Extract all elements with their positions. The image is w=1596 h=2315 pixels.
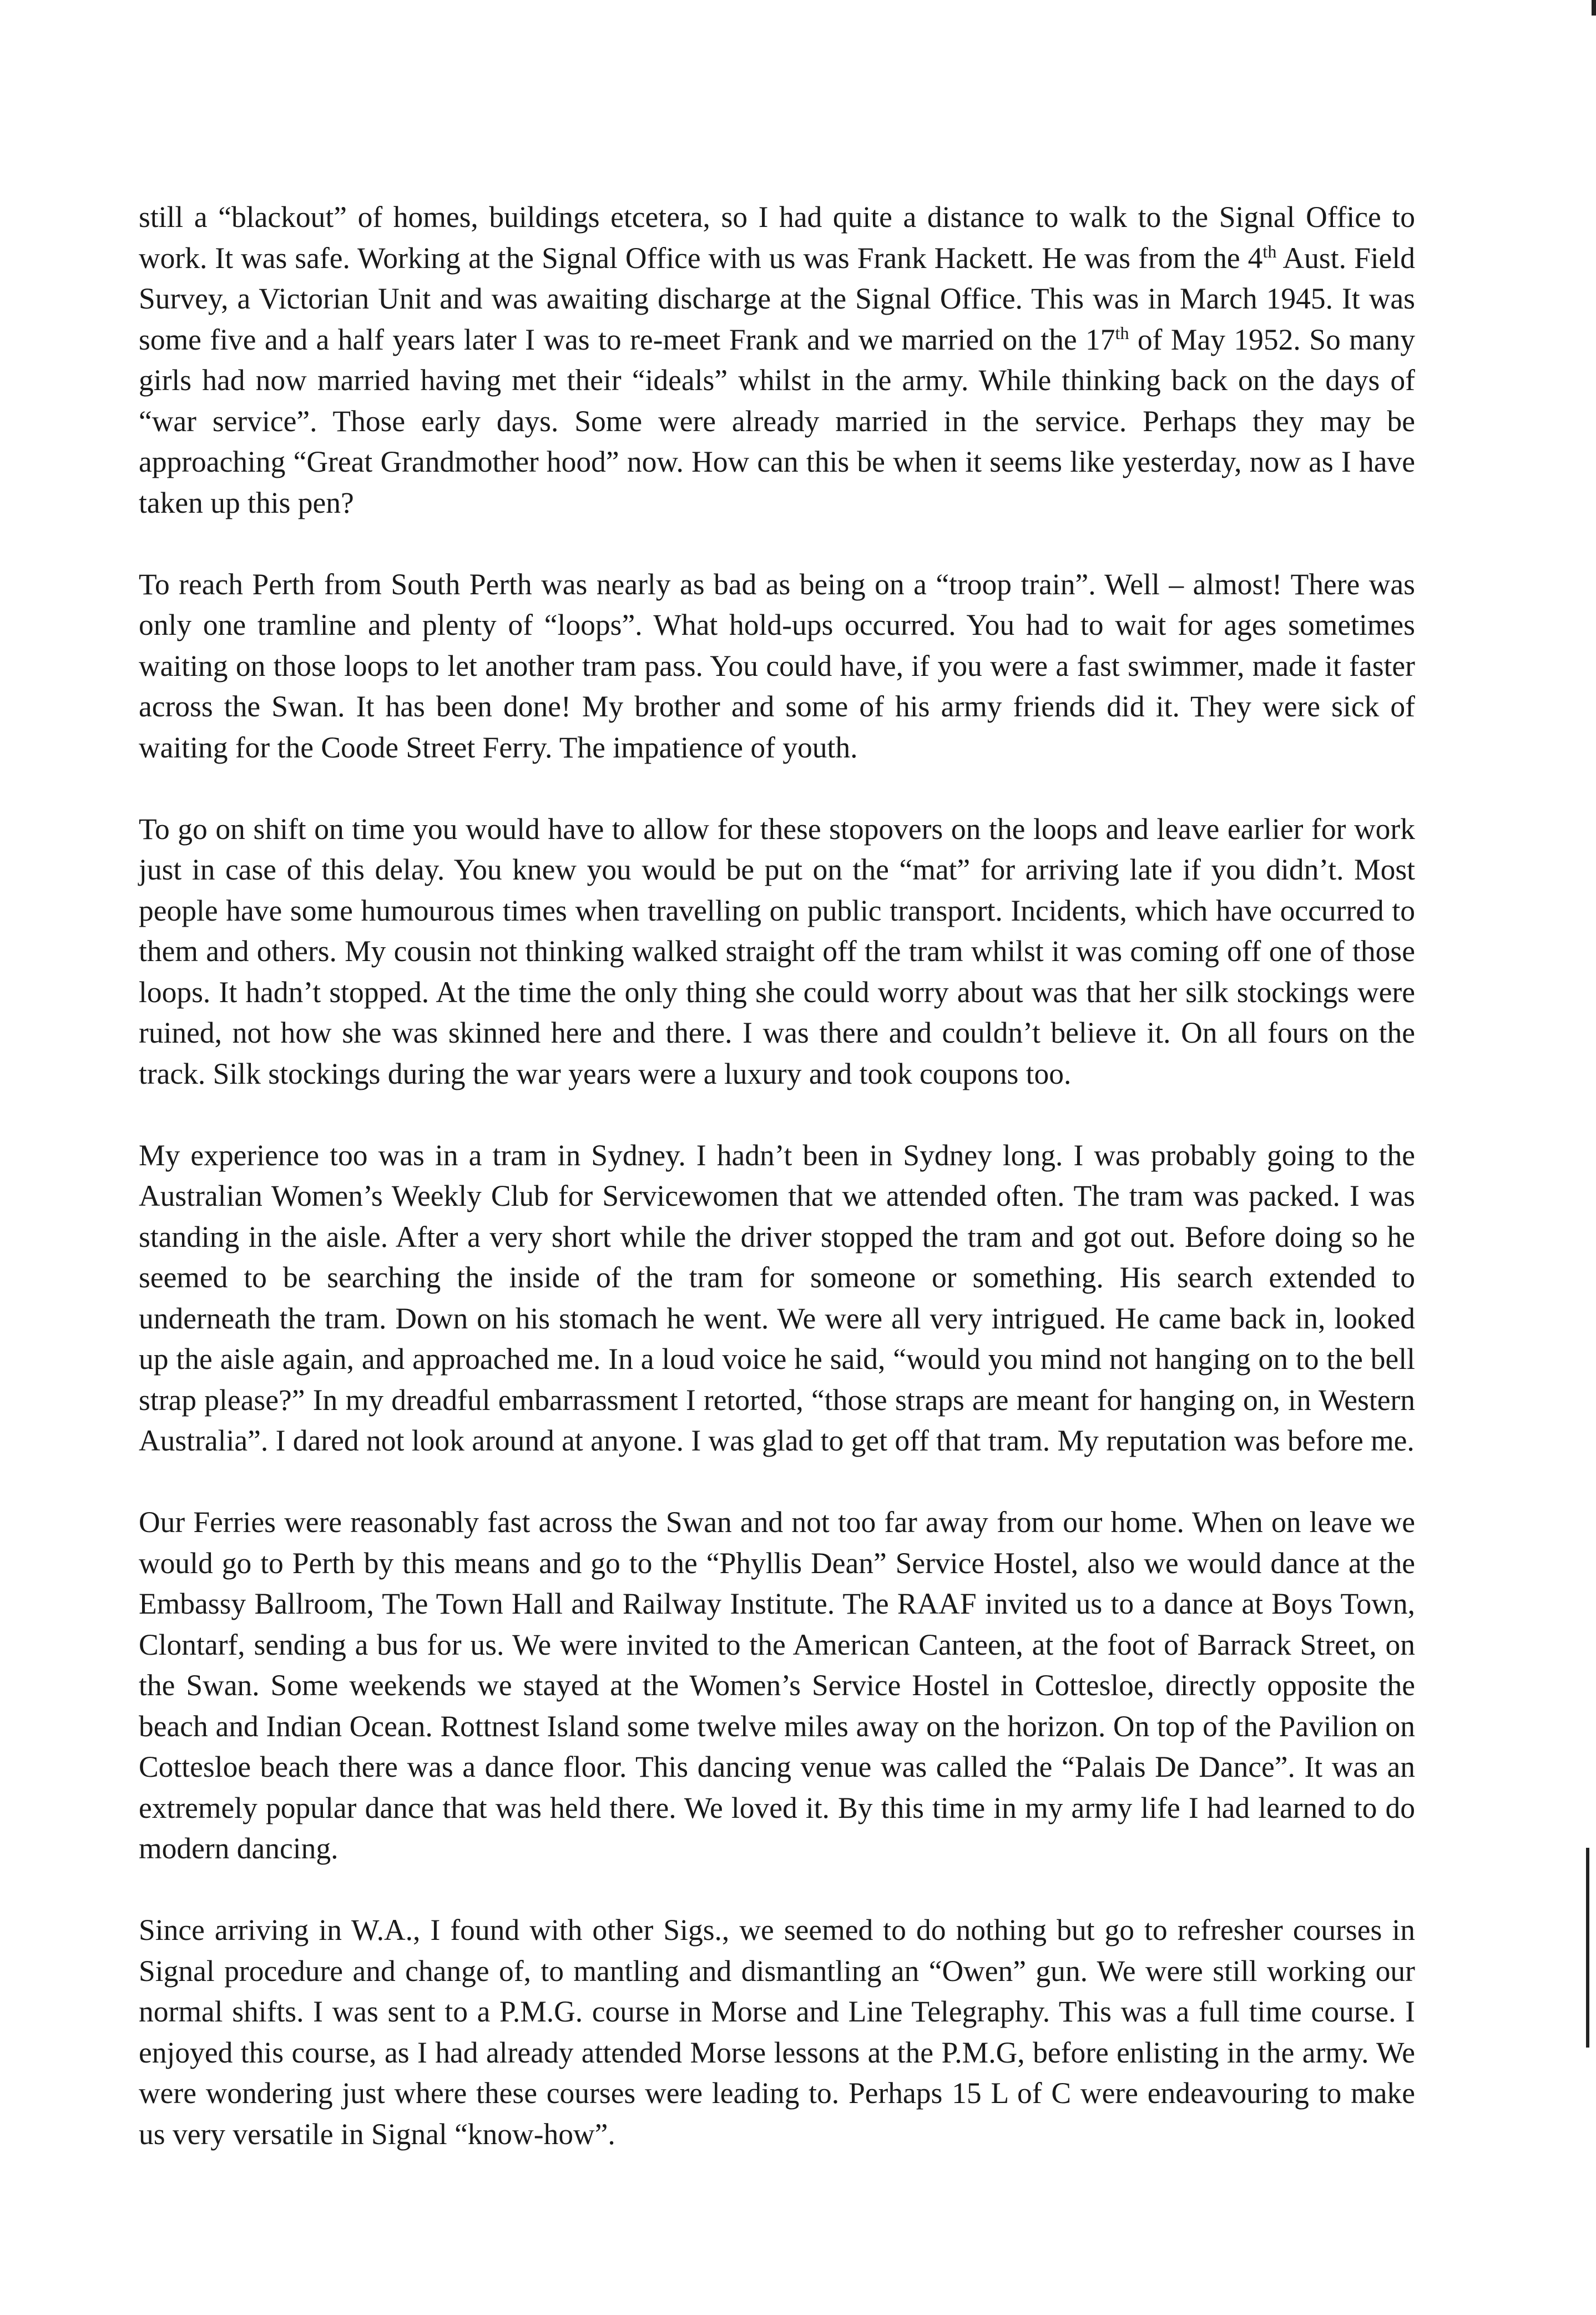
paragraph-3: To go on shift on time you would have to allow for these stopovers on the loops and leave earlier for work just in case of this delay. You knew you would be put on the “mat” for arriving late if you didn’t. Most people have some humourous times when travelling on public transport. Incidents, which have occurred to them and others. My cousin not thinking walked straight off the tram whilst it was coming off one of those loops. It hadn’t stopped. At the time the only thing she could worry about was that her silk stockings were ruined, not how she was skinned here and there. I was there and couldn’t believe it. On all fours on the track. Silk stockings during the war years were a luxury and took coupons too. bbox=[139, 812, 1415, 1090]
paragraph-2: To reach Perth from South Perth was nearly as bad as being on a “troop train”. Well – almost! There was only one tramline and plenty of “loops”. What hold-ups occurred. You had to wait for ages sometimes waiting on those loops to let another tram pass. You could have, if you were a fast swimmer, made it faster across the Swan. It has been done! My brother and some of his army friends did it. They were sick of waiting for the Coode Street Ferry. The impatience of youth. bbox=[139, 567, 1415, 764]
paragraph-text: Aust. Field Survey, a Victorian Unit and was awaiting discharge at the Signal Office. This was in March 1945. It was some five and a half years later I was to re-meet Frank and we married on the 17 bbox=[139, 241, 1415, 356]
paragraph-6: Since arriving in W.A., I found with other Sigs., we seemed to do nothing but go to refresher courses in Signal procedure and change of, to mantling and dismantling an “Owen” gun. We were still working our normal shifts. I was sent to a P.M.G. course in Morse and Line Telegraphy. This was a full time course. I enjoyed this course, as I had already attended Morse lessons at the P.M.G, before enlisting in the army. We were wondering just where these courses were leading to. Perhaps 15 L of C were endeavouring to make us very versatile in Signal “know-how”. bbox=[139, 1913, 1415, 2151]
scan-edge-mark bbox=[1586, 1848, 1589, 2048]
paragraph-5: Our Ferries were reasonably fast across the Swan and not too far away from our home. When on leave we would go to Perth by this means and go to the “Phyllis Dean” Service Hostel, also we would dance at the Embassy Ballroom, The Town Hall and Railway Institute. The RAAF invited us to a dance at Boys Town, Clontarf, sending a bus for us. We were invited to the American Canteen, at the foot of Barrack Street, on the Swan. Some weekends we stayed at the Women’s Service Hostel in Cottesloe, directly opposite the beach and Indian Ocean. Rottnest Island some twelve miles away on the horizon. On top of the Pavilion on Cottesloe beach there was a dance floor. This dancing venue was called the “Palais De Dance”. It was an extremely popular dance that was held there. We loved it. By this time in my army life I had learned to do modern dancing. bbox=[139, 1505, 1415, 1865]
paragraph-4: My experience too was in a tram in Sydney. I hadn’t been in Sydney long. I was probably going to the Australian Women’s Weekly Club for Servicewomen that we attended often. The tram was packed. I was standing in the aisle. After a very short while the driver stopped the tram and got out. Before doing so he seemed to be searching the inside of the tram for someone or something. His search extended to underneath the tram. Down on his stomach he went. We were all very intrigued. He came back in, looked up the aisle again, and approached me. In a loud voice he said, “would you mind not hanging on to the bell strap please?” In my dreadful embarrassment I retorted, “those straps are meant for hanging on, in Western Australia”. I dared not look around at anyone. I was glad to get off that tram. My reputation was before me. bbox=[139, 1138, 1415, 1457]
paragraph-text: of May 1952. So many girls had now married having met their “ideals” whilst in the army. While thinking back on the days of “war service”. Those early days. Some were already married in the service. Perhaps they may be approaching “Great Grandmother hood” now. How can this be when it seems like yesterday, now as I have taken up this pen? bbox=[139, 322, 1415, 519]
ordinal-suffix: th bbox=[1115, 322, 1129, 343]
document-page bbox=[139, 197, 1415, 2155]
paragraph-text: still a “blackout” of homes, buildings etcetera, so I had quite a distance to walk to the Signal Office to work. It was safe. Working at the Signal Office with us was Frank Hackett. He was from the 4 bbox=[139, 200, 1415, 275]
ordinal-suffix: th bbox=[1262, 241, 1277, 261]
paragraph-1 bbox=[139, 197, 1415, 523]
scan-edge-mark bbox=[1592, 0, 1596, 16]
